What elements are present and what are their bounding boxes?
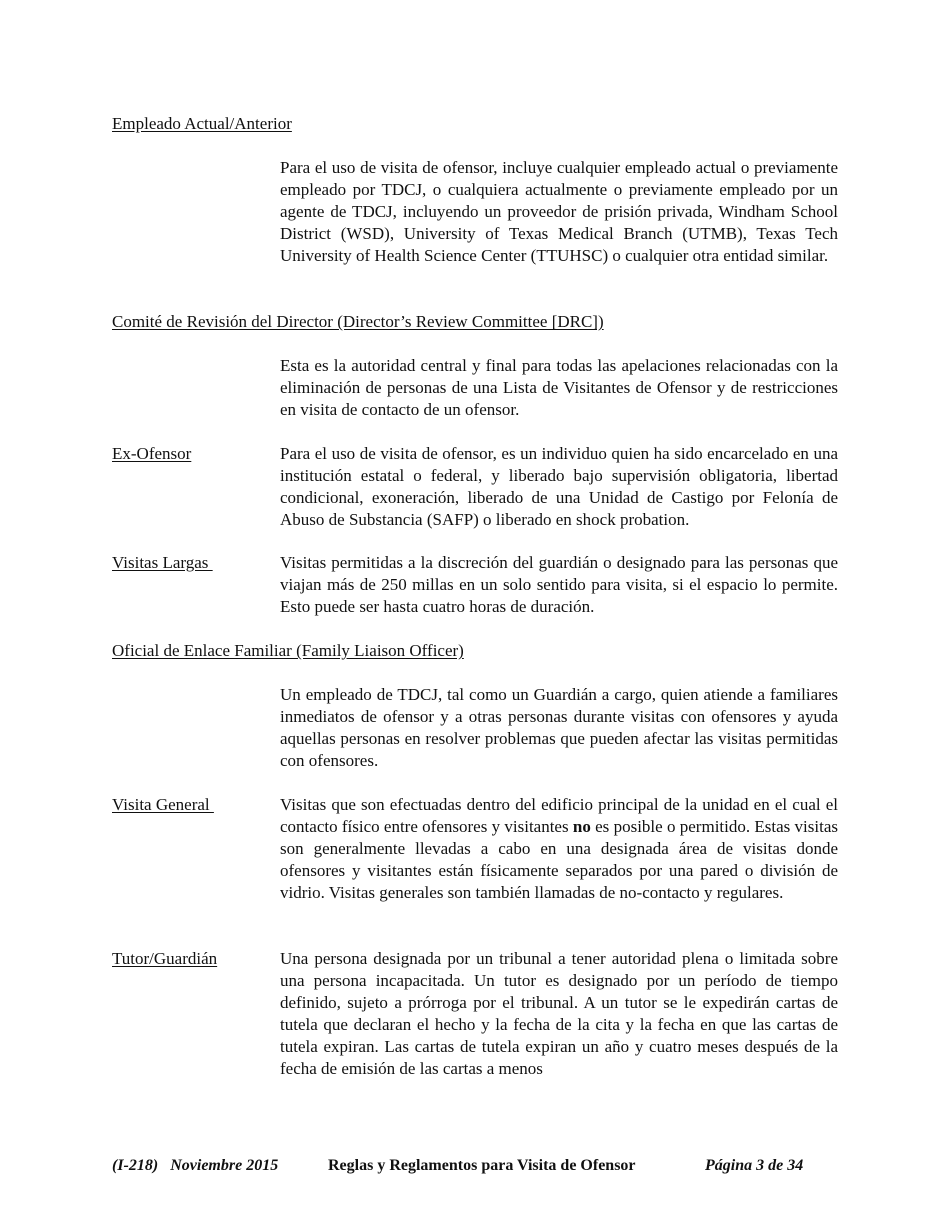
term-definition: Un empleado de TDCJ, tal como un Guardián a cargo, quien atiende a familiares inmediatos de ofensor y a otras personas durante visitas con ofensores y ayuda aquellas personas en resolver problemas que pueden afectar las visitas permitidas con ofensores.	[280, 685, 838, 770]
definition-text-part: Visitas que son efectuadas dentro del edificio principal de la unidad en el cual el contacto físico entre ofensores y visitantes	[280, 795, 838, 836]
term-definition: Esta es la autoridad central y final para todas las apelaciones relacionadas con la eliminación de personas de una Lista de Visitantes de Ofensor y de restricciones en visita de contacto de un ofensor.	[280, 356, 838, 419]
footer-document-title: Reglas y Reglamentos para Visita de Ofensor	[328, 1157, 636, 1174]
term-definition: Una persona designada por un tribunal a tener autoridad plena o limitada sobre una persona incapacitada. Un tutor es designado por un período de tiempo definido, sujeto a prórroga por el tribunal. A un tutor se le expedirán cartas de tutela que declaran el hecho y la fecha de la cita y la fecha en que las cartas de tutela expiran. Las cartas de tutela expiran un año y cuatro meses después de la fecha de emisión de las cartas a menos	[280, 949, 838, 1078]
definition-bold-word: no	[572, 817, 591, 836]
term-definition: Para el uso de visita de ofensor, es un individuo quien ha sido encarcelado en una institución estatal o federal, y liberado bajo supervisión obligatoria, libertad condicional, exoneración, liberado de una Unidad de Castigo por Felonía de Abuso de Substancia (SAFP) o liberado en shock probation.	[280, 444, 838, 529]
term-heading: Visita General	[112, 795, 214, 814]
term-heading: Empleado Actual/Anterior	[112, 114, 292, 133]
footer-page-number: Página 3 de 34	[705, 1157, 804, 1174]
term-heading: Visitas Largas	[112, 553, 213, 572]
definition-text-part: es posible o permitido. Estas visitas son generalmente llevadas a cabo en una designada área de visitas donde ofensores y visitantes están físicamente separados por una pared o división de vidrio. Visitas generales son también llamadas de no-contacto y regulares.	[280, 817, 839, 902]
term-heading: Tutor/Guardián	[112, 949, 218, 968]
term-definition: Visitas permitidas a la discreción del guardián o designado para las personas que viajan más de 250 millas en un solo sentido para visita, si el espacio lo permite. Esto puede ser hasta cuatro horas de duración.	[280, 553, 838, 616]
term-heading: Oficial de Enlace Familiar (Family Liaison Officer)	[112, 641, 464, 660]
term-heading: Ex-Ofensor	[112, 444, 192, 463]
footer-document-code: (I-218) Noviembre 2015	[112, 1157, 279, 1174]
term-definition	[280, 794, 838, 904]
term-heading: Comité de Revisión del Director (Director’s Review Committee [DRC])	[112, 312, 604, 331]
term-definition: Para el uso de visita de ofensor, incluye cualquier empleado actual o previamente empleado por TDCJ, o cualquiera actualmente o previamente empleado por un agente de TDCJ, incluyendo un proveedor de prisión privada, Windham School District (WSD), University of Texas Medical Branch (UTMB), Texas Tech University of Health Science Center (TTUHSC) o cualquier otra entidad similar.	[280, 158, 838, 265]
